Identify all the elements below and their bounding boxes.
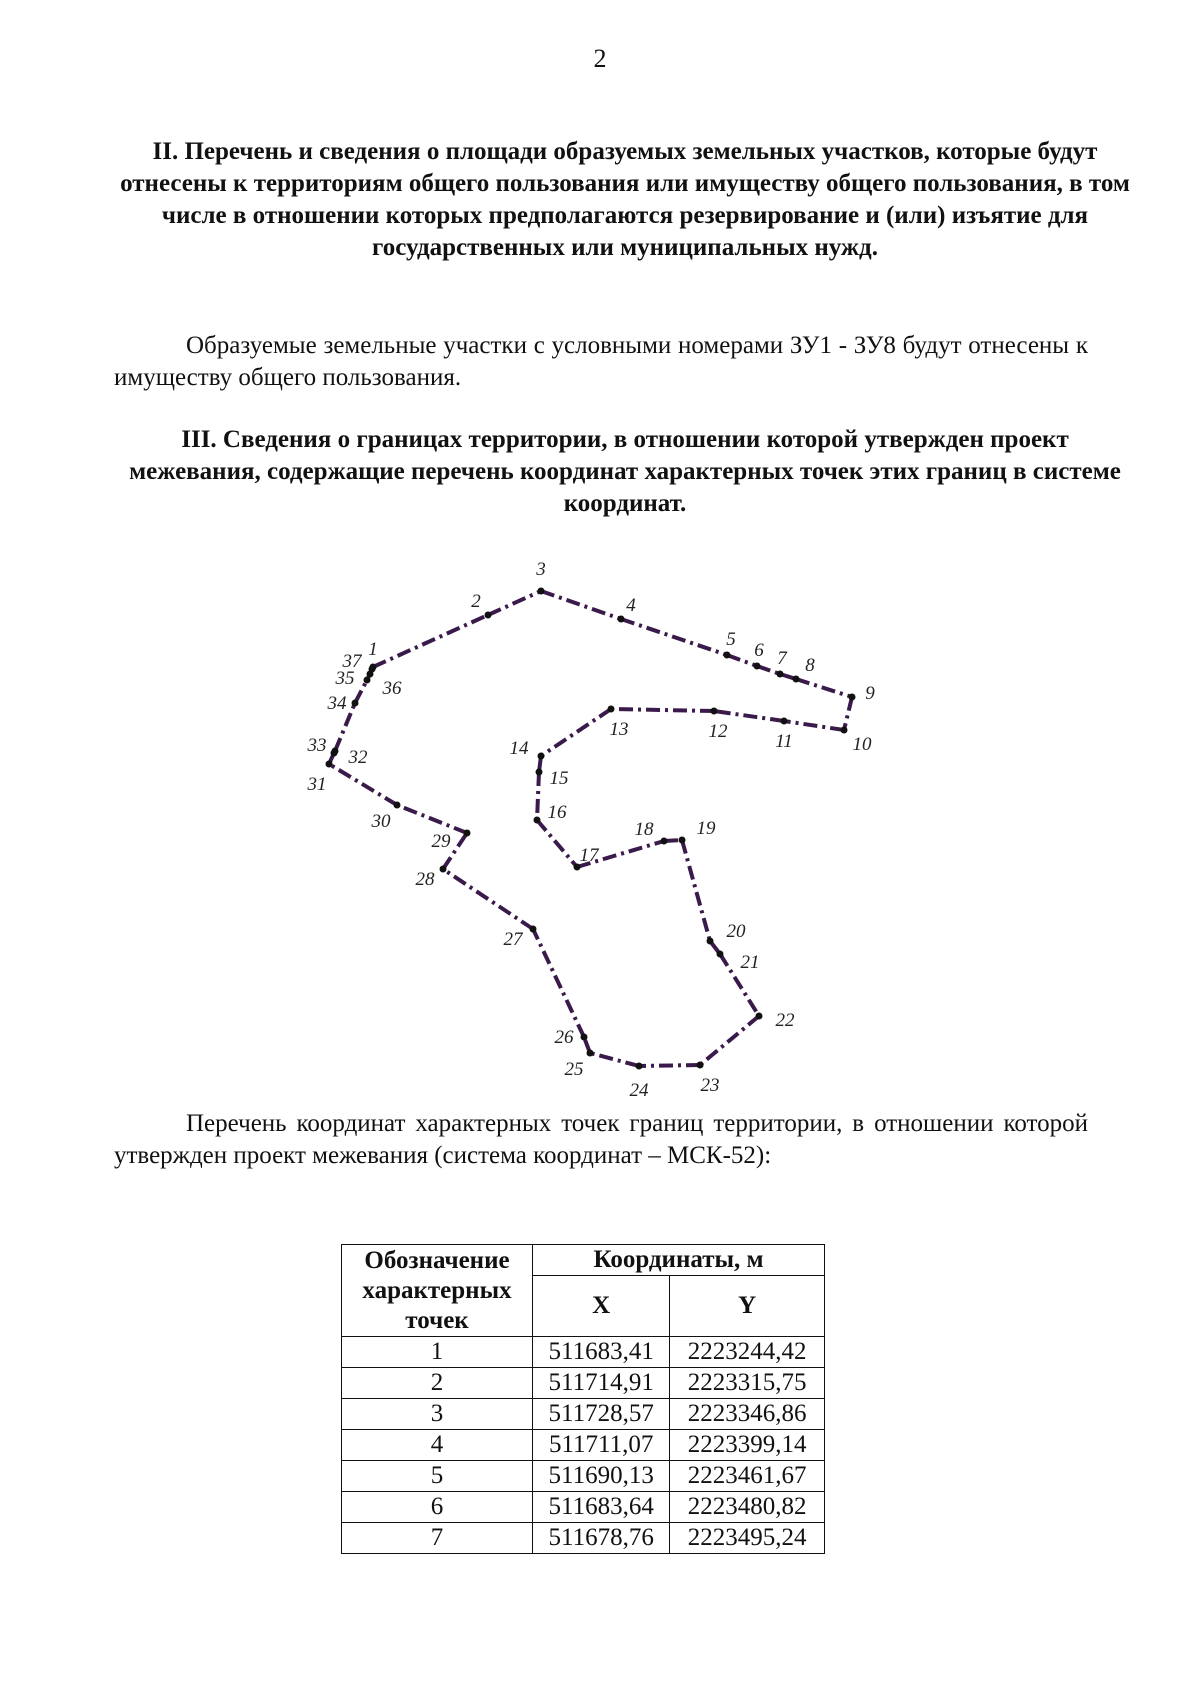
boundary-segment bbox=[844, 697, 852, 730]
cell-y: 2223346,86 bbox=[670, 1399, 825, 1430]
boundary-point bbox=[326, 761, 333, 768]
boundary-point-label: 28 bbox=[415, 869, 435, 890]
table-row bbox=[342, 1430, 825, 1461]
cell-point: 4 bbox=[342, 1430, 533, 1461]
boundary-point-label: 35 bbox=[335, 668, 355, 689]
boundary-point-label: 31 bbox=[307, 774, 327, 795]
cell-x: 511728,57 bbox=[533, 1399, 670, 1430]
boundary-point-label: 16 bbox=[547, 802, 567, 823]
boundary-segment bbox=[796, 679, 852, 697]
boundary-segment bbox=[714, 711, 784, 721]
boundary-point-label: 17 bbox=[579, 845, 599, 866]
boundary-point-label: 1 bbox=[368, 639, 378, 660]
boundary-point bbox=[618, 616, 625, 623]
boundary-point-label: 15 bbox=[549, 768, 569, 789]
cell-y: 2223461,67 bbox=[670, 1461, 825, 1492]
boundary-point-label: 27 bbox=[503, 929, 523, 950]
table-row bbox=[342, 1337, 825, 1368]
boundary-point-label: 22 bbox=[775, 1010, 795, 1031]
boundary-segment bbox=[700, 1016, 759, 1065]
boundary-segment bbox=[355, 680, 367, 703]
boundary-segment bbox=[611, 709, 714, 711]
boundary-point-label: 23 bbox=[700, 1075, 720, 1096]
section-2-paragraph: Образуемые земельные участки с условными номерами ЗУ1 - ЗУ8 будут отнесены к имуществу общего пользования. bbox=[114, 332, 1088, 391]
boundary-point bbox=[534, 817, 541, 824]
cell-x: 511711,07 bbox=[533, 1430, 670, 1461]
boundary-point bbox=[724, 652, 731, 659]
boundary-point-label: 2 bbox=[471, 591, 481, 612]
cell-x: 511690,13 bbox=[533, 1461, 670, 1492]
boundary-point-label: 34 bbox=[327, 693, 347, 714]
boundary-point bbox=[538, 753, 545, 760]
boundary-point bbox=[679, 837, 686, 844]
section-3-title: III. Сведения о границах территории, в отношении которой утвержден проект межевания, содержащие перечень координат характерных точек этих границ в системе координат. bbox=[129, 426, 1121, 517]
boundary-point bbox=[697, 1062, 704, 1069]
boundary-point bbox=[485, 612, 492, 619]
cell-y: 2223399,14 bbox=[670, 1430, 825, 1461]
boundary-point bbox=[711, 708, 718, 715]
page-number: 2 bbox=[593, 44, 607, 73]
boundary-point-label: 4 bbox=[626, 595, 636, 616]
boundary-point bbox=[464, 830, 471, 837]
table-row bbox=[342, 1399, 825, 1430]
boundary-point bbox=[754, 663, 761, 670]
cell-y: 2223480,82 bbox=[670, 1492, 825, 1523]
cell-point: 1 bbox=[342, 1337, 533, 1368]
cell-y: 2223495,24 bbox=[670, 1523, 825, 1554]
boundary-point bbox=[707, 938, 714, 945]
boundary-point bbox=[536, 769, 543, 776]
header-x: X bbox=[533, 1276, 670, 1337]
boundary-point-label: 24 bbox=[629, 1080, 649, 1101]
table-row bbox=[342, 1368, 825, 1399]
boundary-point bbox=[440, 866, 447, 873]
boundary-point bbox=[661, 838, 668, 845]
boundary-points bbox=[326, 588, 856, 1070]
boundary-point-label: 5 bbox=[726, 629, 736, 650]
boundary-point bbox=[756, 1013, 763, 1020]
boundary-point-label: 21 bbox=[740, 952, 760, 973]
boundary-segment bbox=[541, 591, 621, 619]
boundary-point bbox=[538, 588, 545, 595]
boundary-segment bbox=[329, 764, 397, 805]
cell-y: 2223244,42 bbox=[670, 1337, 825, 1368]
boundary-point-label: 11 bbox=[775, 731, 793, 752]
cell-point: 6 bbox=[342, 1492, 533, 1523]
boundary-point bbox=[777, 671, 784, 678]
boundary-point-labels bbox=[307, 559, 876, 1101]
boundary-point-label: 6 bbox=[754, 640, 764, 661]
boundary-point bbox=[581, 1034, 588, 1041]
table-row bbox=[342, 1461, 825, 1492]
cell-x: 511678,76 bbox=[533, 1523, 670, 1554]
boundary-point bbox=[793, 676, 800, 683]
coordinates-table bbox=[341, 1244, 825, 1554]
boundary-segment bbox=[373, 615, 488, 667]
section-2-title: II. Перечень и сведения о площади образуемых земельных участков, которые будут отнесены к территориям общего пользования или имуществу общего пользования, в том числе в отношении которых предполагаются резервирование и (или) изъятие для государственных или муниципальных нужд. bbox=[120, 138, 1130, 261]
header-coordinates: Координаты, м bbox=[533, 1245, 825, 1276]
boundary-point bbox=[587, 1050, 594, 1057]
section-3-paragraph: Перечень координат характерных точек границ территории, в отношении которой утвержден проект межевания (система координат – МСК-52): bbox=[114, 1110, 1088, 1169]
boundary-segment bbox=[537, 772, 539, 820]
boundary-point-label: 13 bbox=[609, 719, 629, 740]
boundary-point-label: 20 bbox=[726, 921, 746, 942]
boundary-point bbox=[841, 727, 848, 734]
boundary-point-label: 8 bbox=[805, 655, 815, 676]
boundary-point bbox=[352, 700, 359, 707]
cell-point: 5 bbox=[342, 1461, 533, 1492]
boundary-segment bbox=[727, 655, 757, 666]
table-row bbox=[342, 1492, 825, 1523]
table-row bbox=[342, 1523, 825, 1554]
boundary-point-label: 25 bbox=[564, 1059, 584, 1080]
boundary-point-label: 36 bbox=[382, 678, 402, 699]
boundary-segment bbox=[443, 869, 533, 929]
boundary-point bbox=[717, 951, 724, 958]
boundary-point-label: 3 bbox=[536, 559, 546, 580]
boundary-point bbox=[394, 802, 401, 809]
cell-point: 3 bbox=[342, 1399, 533, 1430]
boundary-point-label: 33 bbox=[307, 735, 327, 756]
boundary-point bbox=[636, 1063, 643, 1070]
boundary-segment bbox=[533, 929, 584, 1037]
boundary-point bbox=[530, 926, 537, 933]
boundary-segment bbox=[784, 721, 844, 730]
boundary-point-label: 30 bbox=[371, 811, 391, 832]
boundary-segment bbox=[639, 1065, 700, 1066]
boundary-point-label: 26 bbox=[554, 1027, 574, 1048]
boundary-point bbox=[608, 706, 615, 713]
header-point: Обозначение характерных точек bbox=[342, 1245, 533, 1337]
cell-point: 7 bbox=[342, 1523, 533, 1554]
boundary-point-label: 10 bbox=[852, 734, 872, 755]
boundary-segment bbox=[397, 805, 467, 833]
boundary-point-label: 18 bbox=[634, 819, 654, 840]
boundary-point bbox=[781, 718, 788, 725]
boundary-segment bbox=[682, 840, 710, 941]
boundary-point-label: 32 bbox=[348, 747, 368, 768]
boundary-segment bbox=[488, 591, 541, 615]
boundary-point-label: 14 bbox=[509, 738, 529, 759]
boundary-segment bbox=[621, 619, 727, 655]
boundary-point-label: 29 bbox=[431, 831, 451, 852]
cell-point: 2 bbox=[342, 1368, 533, 1399]
cell-x: 511683,64 bbox=[533, 1492, 670, 1523]
boundary-point-label: 37 bbox=[342, 651, 362, 672]
cell-x: 511683,41 bbox=[533, 1337, 670, 1368]
boundary-point-label: 19 bbox=[696, 818, 716, 839]
cell-y: 2223315,75 bbox=[670, 1368, 825, 1399]
boundary-point bbox=[332, 748, 339, 755]
boundary-point bbox=[849, 694, 856, 701]
cell-x: 511714,91 bbox=[533, 1368, 670, 1399]
boundary-point-label: 7 bbox=[777, 648, 787, 669]
boundary-segment bbox=[541, 709, 611, 756]
header-y: Y bbox=[670, 1276, 825, 1337]
boundary-point bbox=[364, 677, 371, 684]
boundary-lines bbox=[329, 591, 852, 1066]
boundary-segment bbox=[537, 820, 577, 867]
boundary-point-label: 9 bbox=[865, 683, 875, 704]
boundary-point bbox=[369, 666, 376, 673]
boundary-point-label: 12 bbox=[708, 721, 728, 742]
boundary-segment bbox=[590, 1053, 639, 1066]
